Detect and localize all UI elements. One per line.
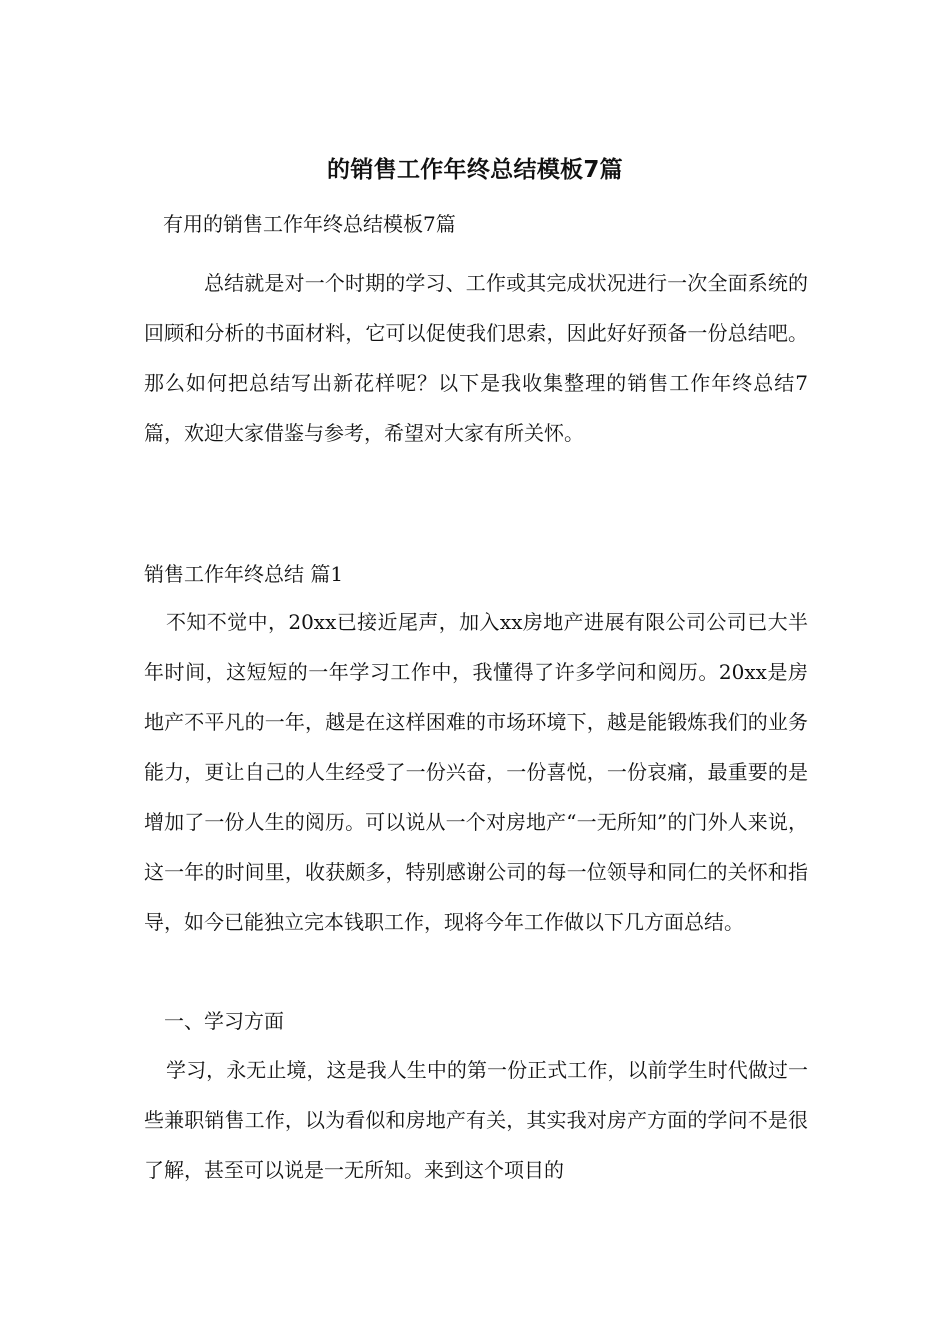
- section-1-paragraph: 不知不觉中，20xx已接近尾声，加入xx房地产进展有限公司公司已大半年时间，这短短的一年学习工作中，我懂得了许多学问和阅历。20xx是房地产不平凡的一年，越是在这样困难的市场环境下，越是能锻炼我们的业务能力，更让自己的人生经受了一份兴奋，一份喜悦，一份哀痛，最重要的是增加了一份人生的阅历。可以说从一个对房地产“一无所知”的门外人来说，这一年的时间里，收获颇多，特别感谢公司的每一位领导和同仁的关怀和指导，如今已能独立完本钱职工作，现将今年工作做以下几方面总结。: [144, 610, 808, 934]
- intro-paragraph: 总结就是对一个时期的学习、工作或其完成状况进行一次全面系统的回顾和分析的书面材料，它可以促使我们思索，因此好好预备一份总结吧。那么如何把总结写出新花样呢？以下是我收集整理的销售工作年终总结7篇，欢迎大家借鉴与参考，希望对大家有所关怀。: [144, 271, 808, 445]
- section-heading-1: 销售工作年终总结 篇1: [144, 562, 344, 586]
- document-subtitle: 有用的销售工作年终总结模板7篇: [163, 212, 456, 236]
- document-title: 的销售工作年终总结模板7篇: [327, 157, 623, 183]
- study-paragraph: 学习，永无止境，这是我人生中的第一份正式工作，以前学生时代做过一些兼职销售工作，以为看似和房地产有关，其实我对房产方面的学问不是很了解，甚至可以说是一无所知。来到这个项目的: [144, 1058, 808, 1182]
- subheading-study: 一、学习方面: [164, 1009, 284, 1033]
